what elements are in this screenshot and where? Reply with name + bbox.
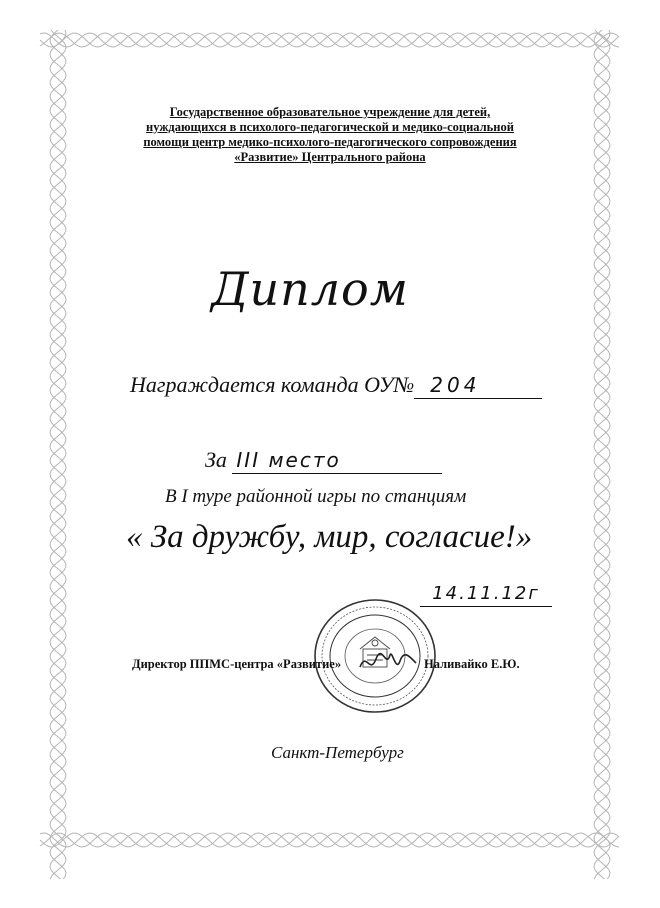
- event-motto: « За дружбу, мир, согласие!»: [126, 519, 533, 555]
- header-line-2: нуждающихся в психолого-педагогической и медико-социальной: [146, 120, 514, 134]
- diploma-title: Диплом: [211, 262, 409, 316]
- award-label: Награждается команда ОУ№: [130, 372, 415, 397]
- place-line: [205, 447, 442, 474]
- institution-header: [120, 105, 540, 165]
- header-line-4: «Развитие» Центрального района: [234, 150, 426, 164]
- director-title: Директор ППМС-центра «Развитие»: [132, 657, 342, 671]
- place-value: III место: [232, 449, 442, 474]
- header-line-1: Государственное образовательное учреждение для детей,: [169, 105, 491, 119]
- header-line-3: помощи центр медико-психолого-педагогического сопровождения: [143, 135, 517, 149]
- city-name: Санкт-Петербург: [271, 743, 404, 762]
- award-line: [130, 372, 542, 399]
- award-date: 14.11.12г: [420, 584, 552, 607]
- team-number: 204: [414, 374, 542, 399]
- event-subtitle: В I туре районной игры по станциям: [165, 486, 467, 507]
- director-name: Наливайко Е.Ю.: [424, 657, 520, 671]
- handwritten-signature: [356, 645, 420, 677]
- place-label: За: [205, 447, 227, 472]
